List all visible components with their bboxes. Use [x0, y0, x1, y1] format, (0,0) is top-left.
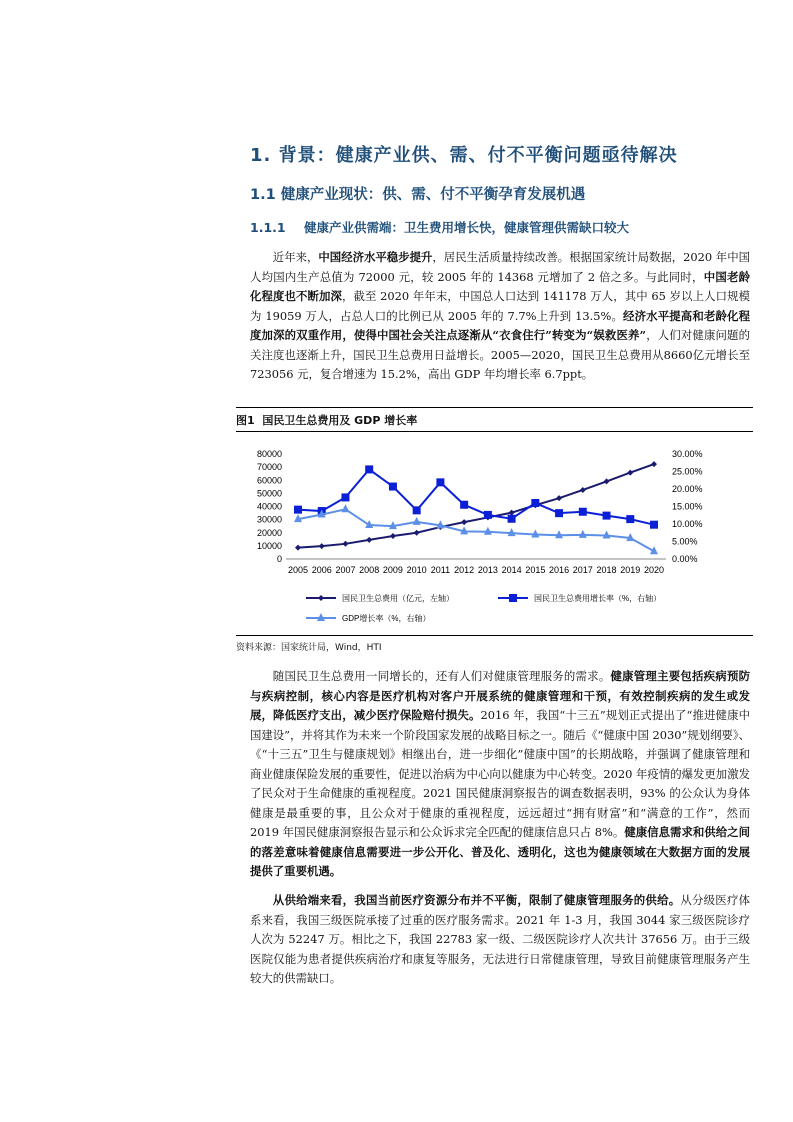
para1-run-1: 中国经济水平稳步提升 [318, 250, 433, 264]
right-tick-label: 15.00% [672, 501, 703, 512]
left-tick-label: 10000 [256, 540, 282, 551]
right-tick-label: 5.00% [672, 536, 698, 547]
paragraph-health-demand [250, 667, 750, 882]
left-tick-label: 60000 [256, 475, 282, 486]
legend-marker-0 [318, 595, 324, 601]
para2-run-0: 随国民卫生总费用一同增长的，还有人们对健康管理服务的需求。 [272, 669, 611, 683]
series-2-point [341, 504, 349, 512]
x-tick-label: 2007 [335, 565, 356, 575]
left-tick-label: 20000 [256, 527, 282, 538]
para3-run-0: 从供给端来看，我国当前医疗资源分布并不平衡，限制了健康管理服务的供给。 [272, 893, 681, 907]
series-1-point [484, 511, 492, 519]
series-1-point [341, 493, 349, 501]
series-1-point [650, 521, 658, 529]
figure-label: 图1 [236, 414, 255, 427]
series-0-point [319, 543, 325, 549]
para2-run-2: 2016 年，我国“十三五”规划正式提出了“推进健康中国建设”，并将其作为未来一个阶段国家发展的战略目标之一。随后《“健康中国 2030”规划纲要》、《“十三五”卫生与健康规划》相继出台，进一步细化”健康中国”的长期战略，并强调了健康管理和商业健康保险发展的重要性，促进以治病为中心向以健康为中心转变。2020 年疫情的爆发更加激发了民众对于生命健康的重视程度。2021 国民健康洞察报告的调查数据表明，93% 的公众认为身体健康是最重要的事，且公众对于健康的重视程度，远远超过“拥有财富”和“满意的工作”，然而 2019 年国民健康洞察报告显示和公众诉求完全匹配的健康信息只占 8%。 [250, 708, 751, 839]
figure-source: 资料来源：国家统计局，Wind，HTI [236, 643, 382, 653]
series-0-point [461, 519, 467, 525]
para1-run-0: 近年来， [272, 250, 319, 264]
para1-run-5: 经济水平提高和老龄化程度加深的双重作用，使得中国社会关注点逐渐从“衣食住行”转变为“娱救医养” [250, 308, 750, 342]
x-tick-label: 2012 [454, 565, 475, 575]
right-tick-label: 25.00% [672, 466, 703, 477]
figure-top-rule [236, 407, 753, 408]
series-0-point [556, 495, 562, 501]
x-tick-label: 2020 [643, 565, 665, 575]
series-0-point [295, 545, 301, 551]
figure-title-rule [236, 431, 753, 432]
health-expenditure-chart [236, 436, 753, 636]
x-tick-label: 2009 [382, 565, 403, 575]
x-tick-label: 2014 [501, 565, 522, 575]
series-0-point [390, 533, 396, 539]
series-0-point [580, 487, 586, 493]
legend-label-0: 国民卫生总费用（亿元，左轴） [342, 594, 454, 603]
para2-run-3: 健康信息需求和供给之间的落差意味着健康信息需要进一步公开化、普及化、透明化，这也为健康领域在大数据方面的发展提供了重要机遇。 [250, 825, 750, 878]
series-0-point [414, 530, 420, 536]
x-tick-label: 2005 [287, 565, 309, 575]
x-tick-label: 2016 [549, 565, 570, 575]
para1-run-6: ，人们对健康问题的关注度也逐渐上升，国民卫生总费用日益增长。2005—2020，国民卫生总费用从8660亿元增长至 723056 元，复合增速为 15.2%，高出 GDP 年均增长率 6.7ppt。 [250, 328, 750, 381]
left-tick-label: 70000 [256, 462, 282, 473]
series-1-point [579, 508, 587, 516]
right-tick-label: 0.00% [672, 554, 698, 564]
para1-run-2: ，居民生活质量持续改善。根据国家统计局数据，2020 年中国人均国内生产总值为 72000 元，较 2005 年的 14368 元增加了 2 倍之多。与此同时， [250, 250, 750, 284]
series-0-point [604, 478, 610, 484]
series-0-point [366, 537, 372, 543]
heading-3-text: 健康产业供需端：卫生费用增长快，健康管理供需缺口较大 [304, 220, 630, 235]
series-1-point [436, 478, 444, 486]
x-tick-label: 2008 [359, 565, 380, 575]
left-tick-label: 30000 [256, 514, 282, 525]
series-1-point [413, 506, 421, 514]
heading-2: 1.1 健康产业现状：供、需、付不平衡孕育发展机遇 [250, 187, 586, 203]
right-tick-label: 20.00% [672, 484, 703, 494]
heading-1: 1. 背景：健康产业供、需、付不平衡问题亟待解决 [250, 145, 678, 166]
para1-run-4: ，截至 2020 年年末，中国总人口达到 141178 万人，其中 65 岁以上人口规模为 19059 万人，占总人口的比例已从 2005 年的 7.7%上升到 13.5%。 [250, 289, 750, 323]
series-0-point [342, 541, 348, 547]
series-1-point [508, 515, 516, 523]
series-2-point [413, 517, 421, 525]
legend-label-1: 国民卫生总费用增长率（%，右轴） [534, 594, 662, 603]
series-1-point [531, 499, 539, 507]
para1-run-3: 中国老龄化程度也不断加深 [250, 269, 750, 303]
x-tick-label: 2010 [406, 565, 427, 575]
series-2-point [579, 530, 587, 538]
para2-run-1: 健康管理主要包括疾病预防与疾病控制，核心内容是医疗机构对客户开展系统的健康管理和干预，有效控制疾病的发生或发展，降低医疗支出，减少医疗保险赔付损失。 [250, 669, 750, 722]
series-1-point [294, 506, 302, 514]
para3-run-1: 从分级医疗体系来看，我国三级医院承接了过重的医疗服务需求。2021 年 1-3 月，我国 3044 家三级医院诊疗人次为 52247 万。相比之下，我国 22783 家一级、二级医院诊疗人次共计 37656 万。由于三级医院仅能为患者提供疾病治疗和康复等服务，无法进行日常健康管理，导致目前健康管理服务产生较大的供需缺口。 [250, 893, 750, 985]
x-tick-label: 2006 [311, 565, 332, 575]
series-1-point [626, 515, 634, 523]
legend-marker-1 [509, 594, 517, 602]
series-0-point [651, 461, 657, 467]
left-tick-label: 50000 [256, 488, 282, 499]
series-1-point [389, 483, 397, 491]
paragraph-supply-side [250, 891, 750, 989]
right-tick-label: 10.00% [672, 519, 703, 529]
series-1-point [555, 509, 563, 517]
series-0-point [627, 470, 633, 476]
left-tick-label: 80000 [256, 449, 282, 459]
left-tick-label: 40000 [256, 501, 282, 512]
heading-3 [250, 218, 629, 236]
x-tick-label: 2018 [596, 565, 617, 575]
figure-title: 国民卫生总费用及 GDP 增长率 [262, 414, 418, 427]
paragraph-background [250, 248, 750, 385]
series-1-point [365, 465, 373, 473]
figure-bottom-rule [236, 635, 753, 636]
x-tick-label: 2019 [620, 565, 641, 575]
right-tick-label: 30.00% [672, 449, 703, 459]
left-tick-label: 0 [276, 554, 282, 564]
legend-label-2: GDP增长率（%，右轴） [342, 614, 431, 623]
heading-3-number: 1.1.1 [250, 220, 286, 235]
series-line-1 [298, 469, 654, 524]
x-tick-label: 2011 [430, 565, 451, 575]
x-tick-label: 2015 [525, 565, 546, 575]
figure-caption [236, 412, 417, 428]
x-tick-label: 2017 [572, 565, 593, 575]
series-1-point [460, 501, 468, 509]
x-tick-label: 2013 [477, 565, 498, 575]
series-1-point [603, 512, 611, 520]
